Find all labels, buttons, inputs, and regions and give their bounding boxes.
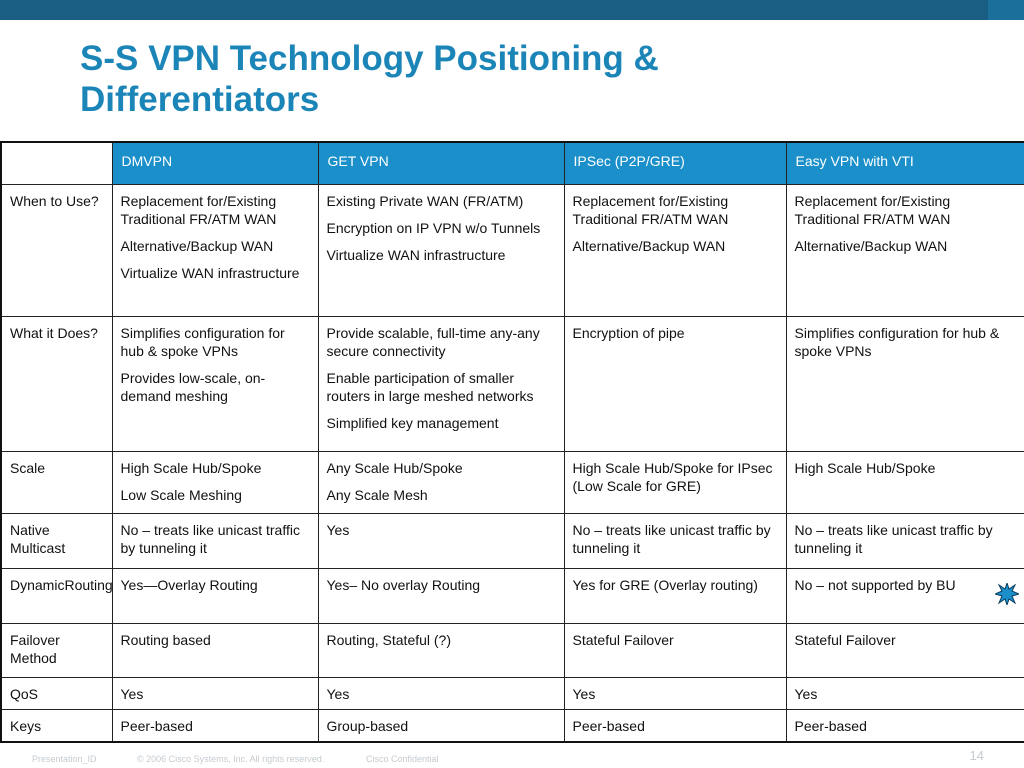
footer-confidential: Cisco Confidential [366, 754, 439, 764]
cell-line: Stateful Failover [794, 632, 896, 648]
table-cell [318, 452, 564, 514]
cell-line: Peer-based [572, 718, 645, 734]
table-cell [318, 569, 564, 624]
table-cell [564, 710, 786, 743]
header-ipsec: IPSec (P2P/GRE) [564, 142, 786, 185]
table-cell [318, 710, 564, 743]
row-label: Native Multicast [1, 514, 112, 569]
comparison-table [0, 141, 1024, 743]
cell-line: Peer-based [794, 718, 867, 734]
cell-line: Yes [326, 522, 350, 538]
table-cell [112, 317, 318, 452]
row-label: Keys [1, 710, 112, 743]
cell-line: Group-based [326, 718, 409, 734]
cell-line: Stateful Failover [572, 632, 674, 648]
cell-line: Virtualize WAN infrastructure [120, 265, 300, 281]
cell-line: Provides low-scale, on-demand meshing [120, 370, 266, 404]
row-label: QoS [1, 678, 112, 710]
table-row [1, 185, 1024, 317]
page-number: 14 [969, 748, 984, 763]
cell-line: Alternative/Backup WAN [120, 238, 274, 254]
row-label: DynamicRouting [1, 569, 112, 624]
cell-line: No – not supported by BU [794, 577, 956, 593]
table-cell [786, 624, 1024, 678]
table-cell [112, 710, 318, 743]
cell-line: Alternative/Backup WAN [572, 238, 726, 254]
row-label: Failover Method [1, 624, 112, 678]
cell-line: Encryption on IP VPN w/o Tunnels [326, 220, 541, 236]
cell-line: Provide scalable, full-time any-any secure connectivity [326, 325, 540, 359]
cell-line: Encryption of pipe [572, 325, 685, 341]
table-cell [112, 185, 318, 317]
cell-line: Yes [120, 686, 144, 702]
table-cell [112, 569, 318, 624]
table-cell [112, 624, 318, 678]
table-row [1, 317, 1024, 452]
table-cell [564, 317, 786, 452]
cell-line: Any Scale Hub/Spoke [326, 460, 463, 476]
table-row [1, 624, 1024, 678]
table-cell [564, 185, 786, 317]
row-label: What it Does? [1, 317, 112, 452]
table-cell [786, 514, 1024, 569]
table-body [1, 185, 1024, 743]
table-cell [318, 514, 564, 569]
cell-line: High Scale Hub/Spoke [120, 460, 262, 476]
table-cell [786, 710, 1024, 743]
cell-line: Yes—Overlay Routing [120, 577, 258, 593]
top-banner [0, 0, 1024, 20]
header-dmvpn: DMVPN [112, 142, 318, 185]
table-cell [786, 678, 1024, 710]
cell-line: Peer-based [120, 718, 193, 734]
cell-line: Routing, Stateful (?) [326, 632, 452, 648]
footer-presentation-id: Presentation_ID [32, 754, 97, 764]
header-easy-vpn: Easy VPN with VTI [786, 142, 1024, 185]
table-cell [318, 185, 564, 317]
cell-line: Alternative/Backup WAN [794, 238, 948, 254]
star-burst-icon [995, 583, 1019, 605]
top-banner-accent [988, 0, 1024, 20]
cell-line: Existing Private WAN (FR/ATM) [326, 193, 524, 209]
footer-copyright: © 2006 Cisco Systems, Inc. All rights reserved. [137, 754, 325, 764]
footer [0, 748, 1024, 768]
cell-line: No – treats like unicast traffic by tunneling it [572, 522, 771, 556]
table-cell [112, 452, 318, 514]
table-cell [564, 514, 786, 569]
table-row [1, 678, 1024, 710]
header-corner-cell [1, 142, 112, 185]
star-burst-shape [995, 583, 1019, 605]
cell-line: High Scale Hub/Spoke for IPsec (Low Scale for GRE) [572, 460, 773, 494]
table-row [1, 710, 1024, 743]
table-cell [564, 678, 786, 710]
cell-line: Replacement for/Existing Traditional FR/ATM WAN [794, 193, 951, 227]
table-cell [786, 452, 1024, 514]
table-row [1, 569, 1024, 624]
cell-line: Yes for GRE (Overlay routing) [572, 577, 758, 593]
cell-line: Simplifies configuration for hub & spoke VPNs [794, 325, 1000, 359]
table-cell [318, 317, 564, 452]
header-get-vpn: GET VPN [318, 142, 564, 185]
cell-line: No – treats like unicast traffic by tunneling it [794, 522, 993, 556]
slide-title-line-2: Differentiators [80, 80, 320, 119]
cell-line: Yes [326, 686, 350, 702]
table-header-row [1, 142, 1024, 185]
slide-title [80, 38, 980, 120]
table-row [1, 514, 1024, 569]
cell-line: High Scale Hub/Spoke [794, 460, 936, 476]
cell-line: Routing based [120, 632, 211, 648]
cell-line: Enable participation of smaller routers in large meshed networks [326, 370, 534, 404]
table-cell [564, 624, 786, 678]
cell-line: Low Scale Meshing [120, 487, 242, 503]
table-cell [318, 678, 564, 710]
cell-line: No – treats like unicast traffic by tunneling it [120, 522, 300, 556]
table-cell [112, 678, 318, 710]
cell-line: Replacement for/Existing Traditional FR/ATM WAN [572, 193, 729, 227]
table-cell [564, 452, 786, 514]
table-cell [786, 317, 1024, 452]
row-label: Scale [1, 452, 112, 514]
cell-line: Yes [572, 686, 596, 702]
cell-line: Virtualize WAN infrastructure [326, 247, 506, 263]
cell-line: Yes [794, 686, 818, 702]
cell-line: Yes– No overlay Routing [326, 577, 481, 593]
table-cell [112, 514, 318, 569]
cell-line: Replacement for/Existing Traditional FR/ATM WAN [120, 193, 277, 227]
cell-line: Any Scale Mesh [326, 487, 428, 503]
table-cell [564, 569, 786, 624]
row-label: When to Use? [1, 185, 112, 317]
slide-title-line-1: S-S VPN Technology Positioning & [80, 39, 659, 78]
table-cell [786, 185, 1024, 317]
table-row [1, 452, 1024, 514]
cell-line: Simplified key management [326, 415, 499, 431]
table-cell [786, 569, 1024, 624]
cell-line: Simplifies configuration for hub & spoke VPNs [120, 325, 285, 359]
table-cell [318, 624, 564, 678]
